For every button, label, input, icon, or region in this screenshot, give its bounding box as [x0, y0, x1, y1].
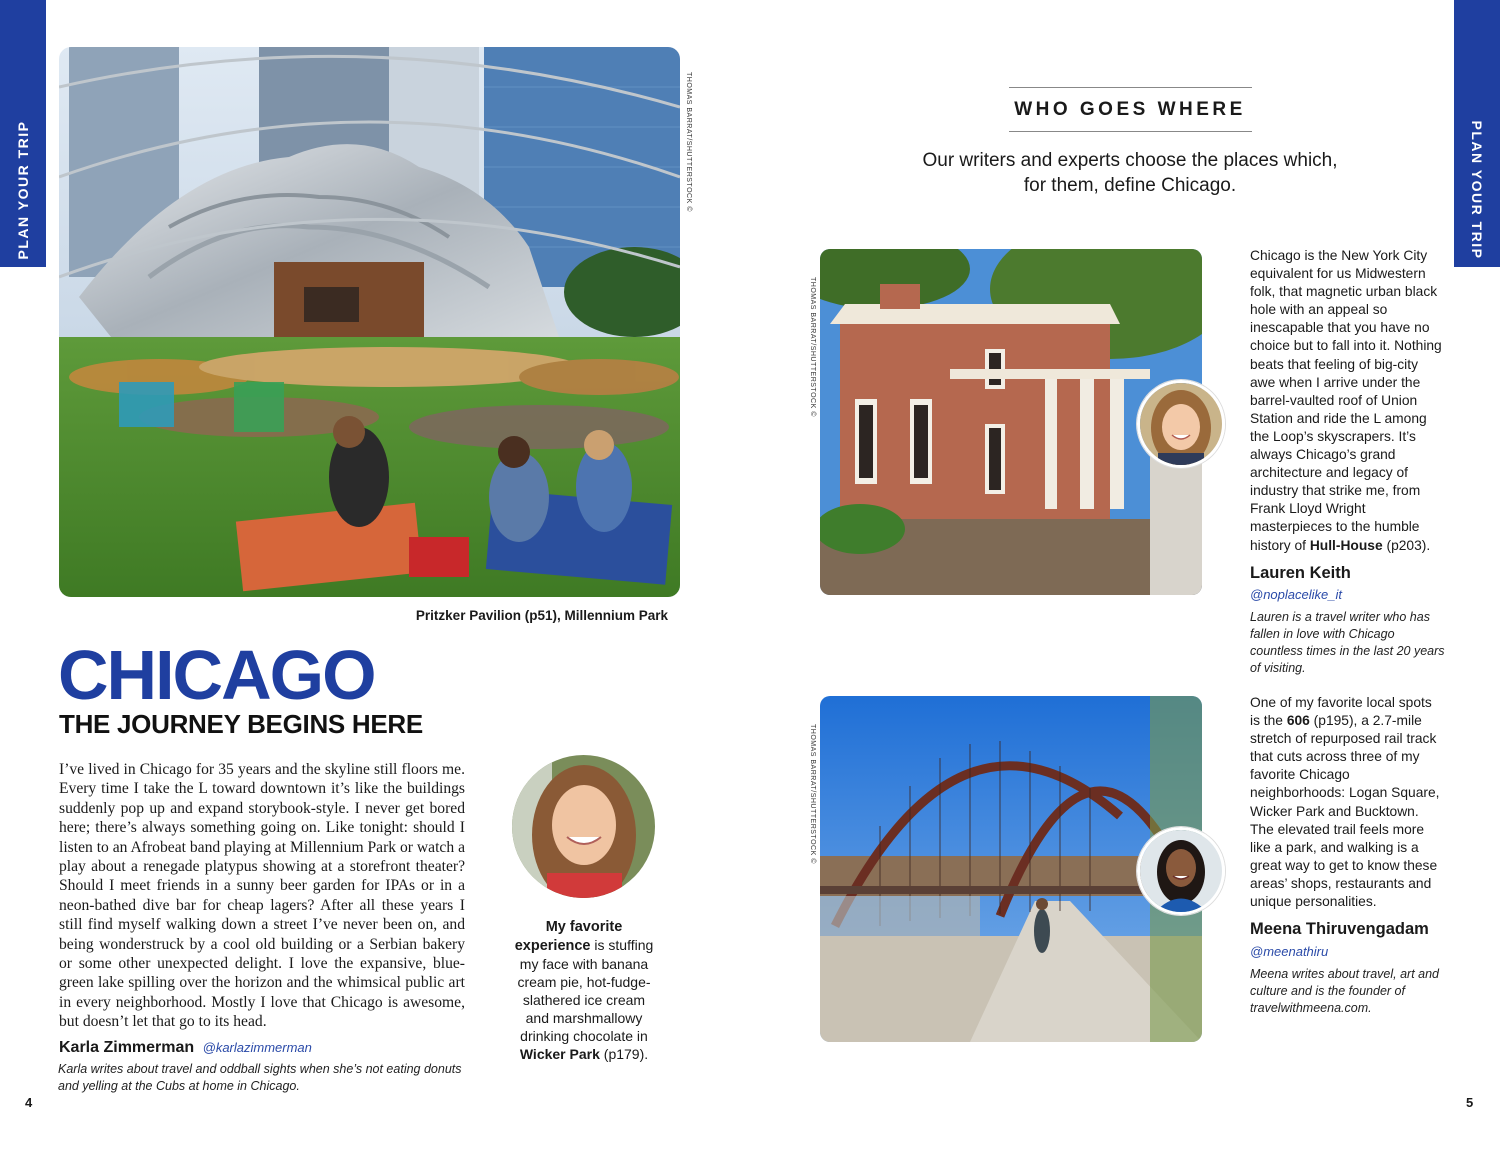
- pavilion-illustration: [59, 47, 680, 597]
- author-bio: Karla writes about travel and oddball sights when she’s not eating donuts and yelling at the Cubs at home in Chicago.: [58, 1062, 462, 1093]
- writer1-text-before: Chicago is the New York City equivalent for us Midwestern folk, that magnetic urban black hole with an appeal so inescapable that you have no choice but to fall into it. Nothing beats that feeling of big-city awe when I arrive under the barrel-vaulted roof of Union Station and ride the L among the Loop’s skyscrapers. It’s always Chicago’s grand architecture and legacy of industry that strike me, from Frank Lloyd Wright masterpieces to the humble history of: [1250, 248, 1442, 553]
- meena-portrait: [1140, 830, 1222, 912]
- writer2-bio: Meena writes about travel, art and culture and is the founder of travelwithmeena.com.: [1250, 967, 1439, 1015]
- karla-portrait: [512, 755, 655, 898]
- quote-bold-1: My favorite experience: [514, 919, 623, 954]
- page-title: CHICAGO: [58, 636, 375, 714]
- quote-end: (p179).: [599, 1046, 649, 1062]
- writer2-handle[interactable]: @meenathiru: [1250, 944, 1329, 959]
- writer1-name: Lauren Keith: [1250, 564, 1351, 582]
- heading-rule-top: [1009, 87, 1252, 88]
- heading-rule-bottom: [1009, 131, 1252, 132]
- author-avatar-lauren: [1137, 380, 1225, 468]
- quote-text: is stuffing my face with banana cream pie, hot-fudge-slathered ice cream and marshmallowy drinking chocolate in: [517, 937, 654, 1044]
- author-avatar-karla: [512, 755, 655, 898]
- writer2-text-after: (p195), a 2.7-mile stretch of repurposed rail track that cuts across three of my favorite Chicago neighborhoods: Logan Square, Wicker Park and Bucktown. The elevated trail feels more like a park, and walking is a great way to get to know these areas’ shops, restaurants and unique personalities.: [1250, 713, 1440, 910]
- writer1-bio: Lauren is a travel writer who has fallen in love with Chicago countless times in the last 20 years of visiting.: [1250, 610, 1445, 675]
- page-subtitle: THE JOURNEY BEGINS HERE: [59, 709, 423, 739]
- author-line: [59, 1039, 312, 1057]
- photo-credit-right-1: THOMAS BARRAT/SHUTTERSTOCK ©: [809, 277, 816, 417]
- writer2-bold: 606: [1286, 713, 1310, 729]
- side-tab-left-label: PLAN YOUR TRIP: [15, 120, 31, 260]
- who-goes-where-heading: WHO GOES WHERE: [1014, 99, 1246, 120]
- photo-credit-right-2: THOMAS BARRAT/SHUTTERSTOCK ©: [809, 724, 816, 864]
- quote-bold-2: Wicker Park: [519, 1046, 600, 1062]
- writer1-bold: Hull-House: [1309, 537, 1383, 553]
- writer1-text-after: (p203).: [1382, 537, 1431, 553]
- pritzker-pavilion-photo: [59, 47, 680, 597]
- author-name: Karla Zimmerman: [59, 1039, 195, 1056]
- writer2-paragraph: [1250, 694, 1442, 911]
- intro-paragraph: I’ve lived in Chicago for 35 years and the skyline still floors me. Every time I take the L toward downtown it’s like the buildings suddenly pop up and expand storybook-style. I never get bored here; there’s always something going on. Like tonight: should I listen to an Afrobeat band playing at Millennium Park or watch a play about a renegade platypus showing at a storefront theater? Should I meet friends in a sunny beer garden for IPAs or in a neon-bathed dive bar for cheap lagers? After all these years I still find myself walking down a street I’ve never been on, and being wonderstruck by a cool old building or a Serbian bakery or some other unexpected delight. I love the expansive, blue-green lake spilling over the horizon and the whimsical public art in every neighborhood. Mostly I love that Chicago is awesome, but doesn’t let that go to its head.: [59, 761, 465, 1031]
- page-number-right: 5: [1466, 1095, 1474, 1110]
- author-handle[interactable]: @karlazimmerman: [202, 1040, 312, 1055]
- subheading-line-1: Our writers and experts choose the places which,: [922, 150, 1338, 171]
- who-goes-where-subheading: [860, 148, 1400, 198]
- side-tab-right-label: PLAN YOUR TRIP: [1469, 120, 1485, 260]
- photo-credit-left: THOMAS BARRAT/SHUTTERSTOCK ©: [685, 72, 692, 212]
- writer1-paragraph: [1250, 247, 1445, 555]
- subheading-line-2: for them, define Chicago.: [1023, 175, 1237, 196]
- writer2-text-before: One of my favorite local spots is the: [1250, 695, 1432, 729]
- side-tab-left: [0, 0, 46, 267]
- author-avatar-meena: [1137, 827, 1225, 915]
- writer2-name: Meena Thiruvengadam: [1250, 920, 1429, 938]
- photo-caption: Pritzker Pavilion (p51), Millennium Park: [415, 608, 668, 623]
- page-number-left: 4: [25, 1095, 33, 1110]
- writer1-handle[interactable]: @noplacelike_it: [1250, 587, 1342, 602]
- favorite-experience-quote: [513, 917, 655, 1063]
- lauren-portrait: [1140, 383, 1222, 465]
- side-tab-right: [1454, 0, 1500, 267]
